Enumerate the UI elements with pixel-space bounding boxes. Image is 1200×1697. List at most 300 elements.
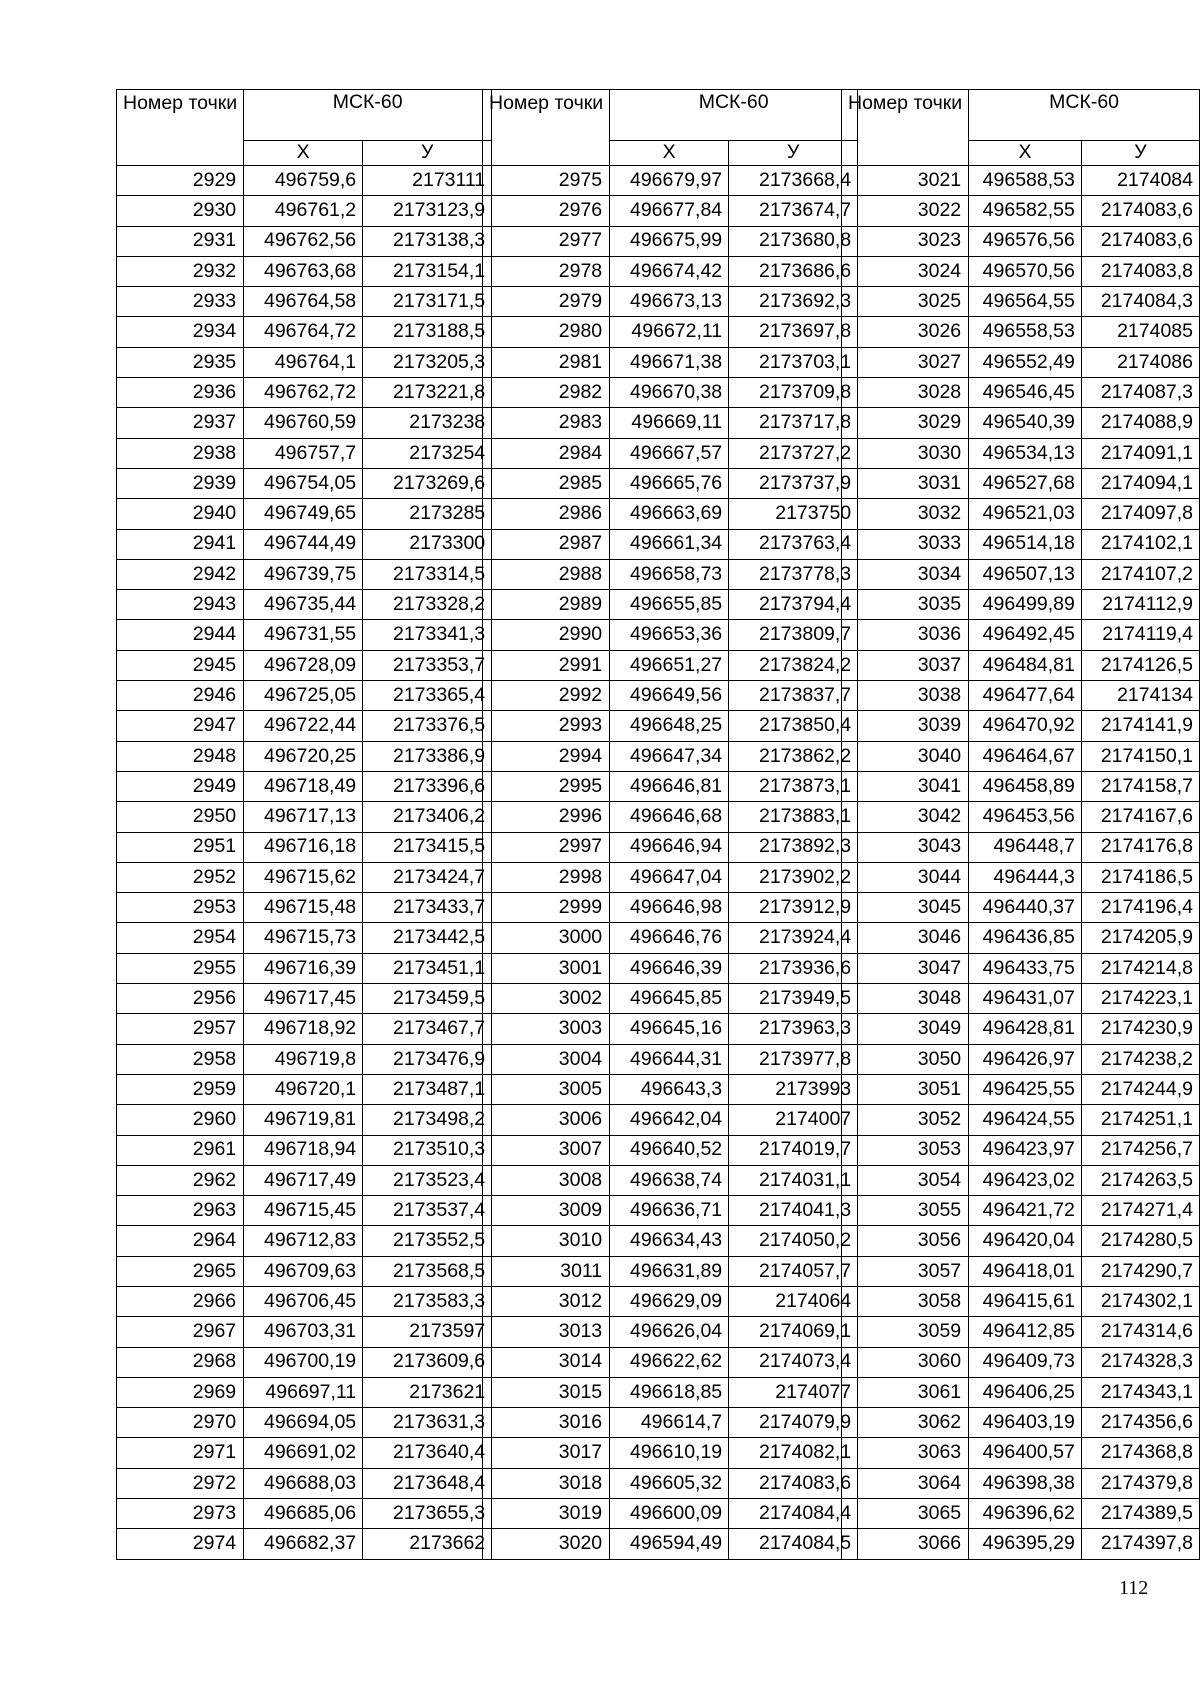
- point-number-cell: 2995: [483, 771, 610, 801]
- point-number-cell: 2953: [117, 893, 244, 923]
- y-coordinate-cell: 2174069,1: [729, 1317, 858, 1347]
- table-row: [483, 590, 858, 620]
- y-coordinate-cell: 2173809,7: [729, 620, 858, 650]
- y-coordinate-cell: 2173631,3: [363, 1408, 492, 1438]
- x-coordinate-cell: 496428,81: [969, 1014, 1082, 1044]
- y-coordinate-cell: 2174082,1: [729, 1438, 858, 1468]
- table-row: [842, 1529, 1200, 1559]
- point-number-cell: 3026: [842, 317, 969, 347]
- y-coordinate-cell: 2173314,5: [363, 559, 492, 589]
- point-number-cell: 2982: [483, 378, 610, 408]
- y-coordinate-cell: 2173238: [363, 408, 492, 438]
- table-row: [842, 832, 1200, 862]
- x-coordinate-cell: 496688,03: [244, 1468, 363, 1498]
- y-coordinate-cell: 2173883,1: [729, 802, 858, 832]
- point-number-cell: 2934: [117, 317, 244, 347]
- point-number-cell: 2971: [117, 1438, 244, 1468]
- point-number-cell: 2972: [117, 1468, 244, 1498]
- table-row: [117, 1468, 492, 1498]
- table-row: [842, 1135, 1200, 1165]
- table-row: [842, 559, 1200, 589]
- table-row: [483, 226, 858, 256]
- point-number-cell: 2969: [117, 1377, 244, 1407]
- table-row: [117, 408, 492, 438]
- y-coordinate-cell: 2174302,1: [1081, 1286, 1199, 1316]
- point-number-cell: 3046: [842, 923, 969, 953]
- x-coordinate-cell: 496671,38: [610, 347, 729, 377]
- x-coordinate-cell: 496677,84: [610, 196, 729, 226]
- y-coordinate-cell: 2173424,7: [363, 862, 492, 892]
- point-number-cell: 2958: [117, 1044, 244, 1074]
- x-coordinate-cell: 496647,04: [610, 862, 729, 892]
- y-coordinate-cell: 2173467,7: [363, 1014, 492, 1044]
- table-row: [117, 741, 492, 771]
- table-row: [842, 287, 1200, 317]
- point-number-cell: 2944: [117, 620, 244, 650]
- point-number-cell: 2994: [483, 741, 610, 771]
- table-row: [117, 1105, 492, 1135]
- point-number-cell: 3052: [842, 1105, 969, 1135]
- y-coordinate-cell: 2173717,8: [729, 408, 858, 438]
- table-row: [117, 1044, 492, 1074]
- point-number-cell: 2940: [117, 499, 244, 529]
- y-coordinate-cell: 2173680,8: [729, 226, 858, 256]
- table-row: [117, 1377, 492, 1407]
- x-coordinate-cell: 496646,98: [610, 893, 729, 923]
- y-coordinate-cell: 2173963,3: [729, 1014, 858, 1044]
- point-number-cell: 2977: [483, 226, 610, 256]
- point-number-cell: 3013: [483, 1317, 610, 1347]
- y-coordinate-cell: 2173949,5: [729, 984, 858, 1014]
- x-coordinate-cell: 496665,76: [610, 468, 729, 498]
- table-row: [842, 1226, 1200, 1256]
- point-number-cell: 2976: [483, 196, 610, 226]
- table-row: [842, 529, 1200, 559]
- point-number-cell: 2991: [483, 650, 610, 680]
- table-row: [842, 1105, 1200, 1135]
- point-number-cell: 3024: [842, 256, 969, 286]
- coordinates-table-2: [482, 89, 858, 1560]
- point-number-cell: 3048: [842, 984, 969, 1014]
- y-coordinate-cell: 2173487,1: [363, 1074, 492, 1104]
- y-coordinate-cell: 2173794,4: [729, 590, 858, 620]
- x-coordinate-cell: 496514,18: [969, 529, 1082, 559]
- y-coordinate-cell: 2174251,1: [1081, 1105, 1199, 1135]
- table-row: [842, 1499, 1200, 1529]
- x-coordinate-cell: 496396,62: [969, 1499, 1082, 1529]
- table-row: [483, 529, 858, 559]
- x-coordinate-cell: 496610,19: [610, 1438, 729, 1468]
- point-number-cell: 2935: [117, 347, 244, 377]
- y-coordinate-cell: 2173205,3: [363, 347, 492, 377]
- table-row: [483, 1408, 858, 1438]
- point-number-cell: 3045: [842, 893, 969, 923]
- point-number-cell: 3037: [842, 650, 969, 680]
- x-coordinate-cell: 496433,75: [969, 953, 1082, 983]
- point-number-cell: 3021: [842, 166, 969, 196]
- y-coordinate-cell: 2173552,5: [363, 1226, 492, 1256]
- y-coordinate-cell: 2174073,4: [729, 1347, 858, 1377]
- x-coordinate-cell: 496436,85: [969, 923, 1082, 953]
- point-number-cell: 2943: [117, 590, 244, 620]
- y-coordinate-cell: 2174343,1: [1081, 1377, 1199, 1407]
- point-number-cell: 2983: [483, 408, 610, 438]
- point-number-cell: 2949: [117, 771, 244, 801]
- x-coordinate-cell: 496470,92: [969, 711, 1082, 741]
- table-row: [483, 1499, 858, 1529]
- point-number-cell: 2967: [117, 1317, 244, 1347]
- table-row: [117, 984, 492, 1014]
- x-coordinate-cell: 496728,09: [244, 650, 363, 680]
- x-coordinate-cell: 496614,7: [610, 1408, 729, 1438]
- x-coordinate-cell: 496412,85: [969, 1317, 1082, 1347]
- y-coordinate-cell: 2173537,4: [363, 1196, 492, 1226]
- y-coordinate-cell: 2174102,1: [1081, 529, 1199, 559]
- table-row: [483, 408, 858, 438]
- point-number-cell: 2989: [483, 590, 610, 620]
- y-coordinate-cell: 2173254: [363, 438, 492, 468]
- point-number-cell: 2979: [483, 287, 610, 317]
- table-header: [842, 90, 1200, 166]
- y-coordinate-cell: 2174091,1: [1081, 438, 1199, 468]
- point-number-cell: 3027: [842, 347, 969, 377]
- point-number-cell: 2933: [117, 287, 244, 317]
- point-number-cell: 3009: [483, 1196, 610, 1226]
- table-row: [483, 196, 858, 226]
- table-body: [483, 166, 858, 1560]
- point-number-cell: 2986: [483, 499, 610, 529]
- y-coordinate-cell: 2173763,4: [729, 529, 858, 559]
- point-number-cell: 2962: [117, 1165, 244, 1195]
- point-number-cell: 2937: [117, 408, 244, 438]
- table-header: [117, 90, 492, 166]
- table-row: [117, 347, 492, 377]
- y-coordinate-cell: 2174256,7: [1081, 1135, 1199, 1165]
- point-number-cell: 2997: [483, 832, 610, 862]
- table-row: [483, 1529, 858, 1559]
- table-row: [117, 378, 492, 408]
- x-coordinate-cell: 496757,7: [244, 438, 363, 468]
- y-coordinate-cell: 2173697,8: [729, 317, 858, 347]
- point-number-cell: 2964: [117, 1226, 244, 1256]
- table-row: [842, 1408, 1200, 1438]
- point-number-cell: 2968: [117, 1347, 244, 1377]
- y-coordinate-cell: 2173703,1: [729, 347, 858, 377]
- table-row: [842, 1317, 1200, 1347]
- table-row: [842, 590, 1200, 620]
- point-number-cell: 2952: [117, 862, 244, 892]
- table-row: [483, 499, 858, 529]
- point-number-cell: 2938: [117, 438, 244, 468]
- x-coordinate-cell: 496653,36: [610, 620, 729, 650]
- x-coordinate-cell: 496425,55: [969, 1074, 1082, 1104]
- table-row: [483, 1165, 858, 1195]
- point-number-cell: 3028: [842, 378, 969, 408]
- y-coordinate-cell: 2173750: [729, 499, 858, 529]
- table-row: [483, 711, 858, 741]
- point-number-cell: 3016: [483, 1408, 610, 1438]
- x-coordinate-cell: 496398,38: [969, 1468, 1082, 1498]
- table-row: [117, 317, 492, 347]
- y-coordinate-cell: 2173686,6: [729, 256, 858, 286]
- y-coordinate-cell: 2174083,6: [1081, 196, 1199, 226]
- y-coordinate-cell: 2173640,4: [363, 1438, 492, 1468]
- point-number-cell: 2993: [483, 711, 610, 741]
- y-coordinate-cell: 2173936,6: [729, 953, 858, 983]
- y-coordinate-cell: 2173621: [363, 1377, 492, 1407]
- table-row: [117, 832, 492, 862]
- y-coordinate-cell: 2173123,9: [363, 196, 492, 226]
- y-coordinate-cell: 2174057,7: [729, 1256, 858, 1286]
- table-row: [117, 893, 492, 923]
- x-coordinate-cell: 496720,25: [244, 741, 363, 771]
- table-row: [483, 1377, 858, 1407]
- table-row: [117, 590, 492, 620]
- point-number-cell: 3012: [483, 1286, 610, 1316]
- table-row: [842, 620, 1200, 650]
- x-coordinate-cell: 496700,19: [244, 1347, 363, 1377]
- y-coordinate-cell: 2173674,7: [729, 196, 858, 226]
- point-number-cell: 3003: [483, 1014, 610, 1044]
- x-coordinate-cell: 496409,73: [969, 1347, 1082, 1377]
- y-coordinate-cell: 2174031,1: [729, 1165, 858, 1195]
- point-number-cell: 2954: [117, 923, 244, 953]
- point-number-cell: 3014: [483, 1347, 610, 1377]
- x-coordinate-cell: 496761,2: [244, 196, 363, 226]
- point-number-cell: 2992: [483, 681, 610, 711]
- table-row: [483, 862, 858, 892]
- point-number-cell: 3036: [842, 620, 969, 650]
- y-coordinate-cell: 2174167,6: [1081, 802, 1199, 832]
- point-number-cell: 2929: [117, 166, 244, 196]
- table-row: [842, 317, 1200, 347]
- table-row: [483, 287, 858, 317]
- y-coordinate-cell: 2174271,4: [1081, 1196, 1199, 1226]
- point-number-cell: 3040: [842, 741, 969, 771]
- table-row: [842, 1468, 1200, 1498]
- y-coordinate-cell: 2173597: [363, 1317, 492, 1347]
- x-coordinate-cell: 496646,81: [610, 771, 729, 801]
- point-number-cell: 3054: [842, 1165, 969, 1195]
- point-number-header: Номер точки: [842, 90, 969, 166]
- x-coordinate-cell: 496651,27: [610, 650, 729, 680]
- x-coordinate-cell: 496464,67: [969, 741, 1082, 771]
- x-coordinate-cell: 496715,62: [244, 862, 363, 892]
- x-coordinate-cell: 496764,72: [244, 317, 363, 347]
- x-coordinate-cell: 496764,1: [244, 347, 363, 377]
- x-coordinate-cell: 496712,83: [244, 1226, 363, 1256]
- x-coordinate-cell: 496691,02: [244, 1438, 363, 1468]
- x-coordinate-cell: 496546,45: [969, 378, 1082, 408]
- point-number-cell: 3018: [483, 1468, 610, 1498]
- table-row: [117, 1529, 492, 1559]
- x-coordinate-cell: 496564,55: [969, 287, 1082, 317]
- x-coordinate-cell: 496642,04: [610, 1105, 729, 1135]
- table-row: [117, 438, 492, 468]
- y-coordinate-cell: 2174107,2: [1081, 559, 1199, 589]
- y-coordinate-cell: 2173285: [363, 499, 492, 529]
- x-coordinate-cell: 496718,94: [244, 1135, 363, 1165]
- x-coordinate-cell: 496718,49: [244, 771, 363, 801]
- point-number-header: Номер точки: [117, 90, 244, 166]
- table-row: [842, 347, 1200, 377]
- table-row: [117, 1317, 492, 1347]
- point-number-cell: 2980: [483, 317, 610, 347]
- x-coordinate-cell: 496694,05: [244, 1408, 363, 1438]
- y-coordinate-cell: 2173709,8: [729, 378, 858, 408]
- y-coordinate-cell: 2173609,6: [363, 1347, 492, 1377]
- x-coordinate-cell: 496540,39: [969, 408, 1082, 438]
- y-coordinate-cell: 2173415,5: [363, 832, 492, 862]
- point-number-cell: 3035: [842, 590, 969, 620]
- x-coordinate-cell: 496759,6: [244, 166, 363, 196]
- point-number-cell: 3055: [842, 1196, 969, 1226]
- table-row: [842, 166, 1200, 196]
- y-coordinate-cell: 2174141,9: [1081, 711, 1199, 741]
- y-coordinate-cell: 2173668,4: [729, 166, 858, 196]
- y-coordinate-cell: 2173837,7: [729, 681, 858, 711]
- table-row: [483, 1044, 858, 1074]
- point-number-cell: 3066: [842, 1529, 969, 1559]
- coordinates-table-1: [116, 89, 492, 1560]
- x-coordinate-cell: 496415,61: [969, 1286, 1082, 1316]
- y-coordinate-cell: 2173269,6: [363, 468, 492, 498]
- table-row: [842, 802, 1200, 832]
- y-coordinate-cell: 2174356,6: [1081, 1408, 1199, 1438]
- table-row: [483, 317, 858, 347]
- y-coordinate-cell: 2173188,5: [363, 317, 492, 347]
- point-number-cell: 3050: [842, 1044, 969, 1074]
- x-coordinate-cell: 496718,92: [244, 1014, 363, 1044]
- x-coordinate-cell: 496762,72: [244, 378, 363, 408]
- table-row: [842, 650, 1200, 680]
- y-coordinate-cell: 2174150,1: [1081, 741, 1199, 771]
- table-row: [483, 893, 858, 923]
- table-row: [117, 1165, 492, 1195]
- x-coordinate-cell: 496634,43: [610, 1226, 729, 1256]
- table-row: [842, 1165, 1200, 1195]
- table-row: [117, 1196, 492, 1226]
- table-row: [117, 650, 492, 680]
- x-coordinate-cell: 496720,1: [244, 1074, 363, 1104]
- table-row: [483, 1438, 858, 1468]
- table-row: [483, 1256, 858, 1286]
- x-coordinate-cell: 496423,97: [969, 1135, 1082, 1165]
- point-number-cell: 2975: [483, 166, 610, 196]
- x-coordinate-cell: 496706,45: [244, 1286, 363, 1316]
- point-number-cell: 2956: [117, 984, 244, 1014]
- y-coordinate-cell: 2173376,5: [363, 711, 492, 741]
- table-row: [117, 1256, 492, 1286]
- table-row: [117, 802, 492, 832]
- y-coordinate-cell: 2174050,2: [729, 1226, 858, 1256]
- point-number-cell: 2948: [117, 741, 244, 771]
- point-number-cell: 2950: [117, 802, 244, 832]
- y-coordinate-cell: 2173862,2: [729, 741, 858, 771]
- x-coordinate-cell: 496643,3: [610, 1074, 729, 1104]
- table-row: [483, 438, 858, 468]
- point-number-cell: 3007: [483, 1135, 610, 1165]
- x-coordinate-cell: 496722,44: [244, 711, 363, 741]
- point-number-cell: 3029: [842, 408, 969, 438]
- point-number-cell: 3057: [842, 1256, 969, 1286]
- x-coordinate-cell: 496484,81: [969, 650, 1082, 680]
- table-row: [483, 1468, 858, 1498]
- x-coordinate-cell: 496655,85: [610, 590, 729, 620]
- point-number-cell: 2931: [117, 226, 244, 256]
- y-coordinate-cell: 2174041,3: [729, 1196, 858, 1226]
- x-coordinate-cell: 496674,42: [610, 256, 729, 286]
- y-coordinate-cell: 2174085: [1081, 317, 1199, 347]
- point-number-cell: 2974: [117, 1529, 244, 1559]
- point-number-cell: 2957: [117, 1014, 244, 1044]
- y-coordinate-cell: 2174119,4: [1081, 620, 1199, 650]
- x-coordinate-cell: 496588,53: [969, 166, 1082, 196]
- coordinates-table-3: [841, 89, 1200, 1560]
- point-number-cell: 3004: [483, 1044, 610, 1074]
- y-coordinate-cell: 2173386,9: [363, 741, 492, 771]
- y-coordinate-cell: 2174230,9: [1081, 1014, 1199, 1044]
- x-coordinate-cell: 496715,48: [244, 893, 363, 923]
- table-row: [842, 771, 1200, 801]
- x-coordinate-cell: 496499,89: [969, 590, 1082, 620]
- point-number-cell: 3025: [842, 287, 969, 317]
- x-coordinate-cell: 496421,72: [969, 1196, 1082, 1226]
- x-coordinate-cell: 496744,49: [244, 529, 363, 559]
- point-number-cell: 2970: [117, 1408, 244, 1438]
- y-coordinate-cell: 2173727,2: [729, 438, 858, 468]
- x-coordinate-cell: 496420,04: [969, 1226, 1082, 1256]
- x-coordinate-cell: 496640,52: [610, 1135, 729, 1165]
- x-coordinate-cell: 496644,31: [610, 1044, 729, 1074]
- table-body: [117, 166, 492, 1560]
- y-coordinate-cell: 2174126,5: [1081, 650, 1199, 680]
- point-number-cell: 3006: [483, 1105, 610, 1135]
- x-coordinate-cell: 496453,56: [969, 802, 1082, 832]
- table-row: [842, 893, 1200, 923]
- y-coordinate-cell: 2174158,7: [1081, 771, 1199, 801]
- table-row: [842, 256, 1200, 286]
- y-coordinate-cell: 2174019,7: [729, 1135, 858, 1165]
- table-row: [117, 953, 492, 983]
- x-coordinate-cell: 496645,16: [610, 1014, 729, 1044]
- y-coordinate-cell: 2174379,8: [1081, 1468, 1199, 1498]
- x-coordinate-cell: 496648,25: [610, 711, 729, 741]
- table-row: [842, 711, 1200, 741]
- point-number-cell: 3030: [842, 438, 969, 468]
- x-coordinate-cell: 496675,99: [610, 226, 729, 256]
- y-column-header: У: [729, 141, 858, 166]
- point-number-cell: 3051: [842, 1074, 969, 1104]
- y-column-header: У: [363, 141, 492, 166]
- point-number-cell: 2985: [483, 468, 610, 498]
- table-row: [842, 468, 1200, 498]
- x-coordinate-cell: 496667,57: [610, 438, 729, 468]
- x-coordinate-cell: 496431,07: [969, 984, 1082, 1014]
- point-number-cell: 2996: [483, 802, 610, 832]
- y-coordinate-cell: 2173737,9: [729, 468, 858, 498]
- table-row: [117, 256, 492, 286]
- x-coordinate-cell: 496403,19: [969, 1408, 1082, 1438]
- point-number-cell: 3041: [842, 771, 969, 801]
- y-coordinate-cell: 2173510,3: [363, 1135, 492, 1165]
- x-coordinate-cell: 496646,68: [610, 802, 729, 832]
- x-coordinate-cell: 496600,09: [610, 1499, 729, 1529]
- table-row: [117, 862, 492, 892]
- y-coordinate-cell: 2174205,9: [1081, 923, 1199, 953]
- y-coordinate-cell: 2173662: [363, 1529, 492, 1559]
- table-row: [842, 741, 1200, 771]
